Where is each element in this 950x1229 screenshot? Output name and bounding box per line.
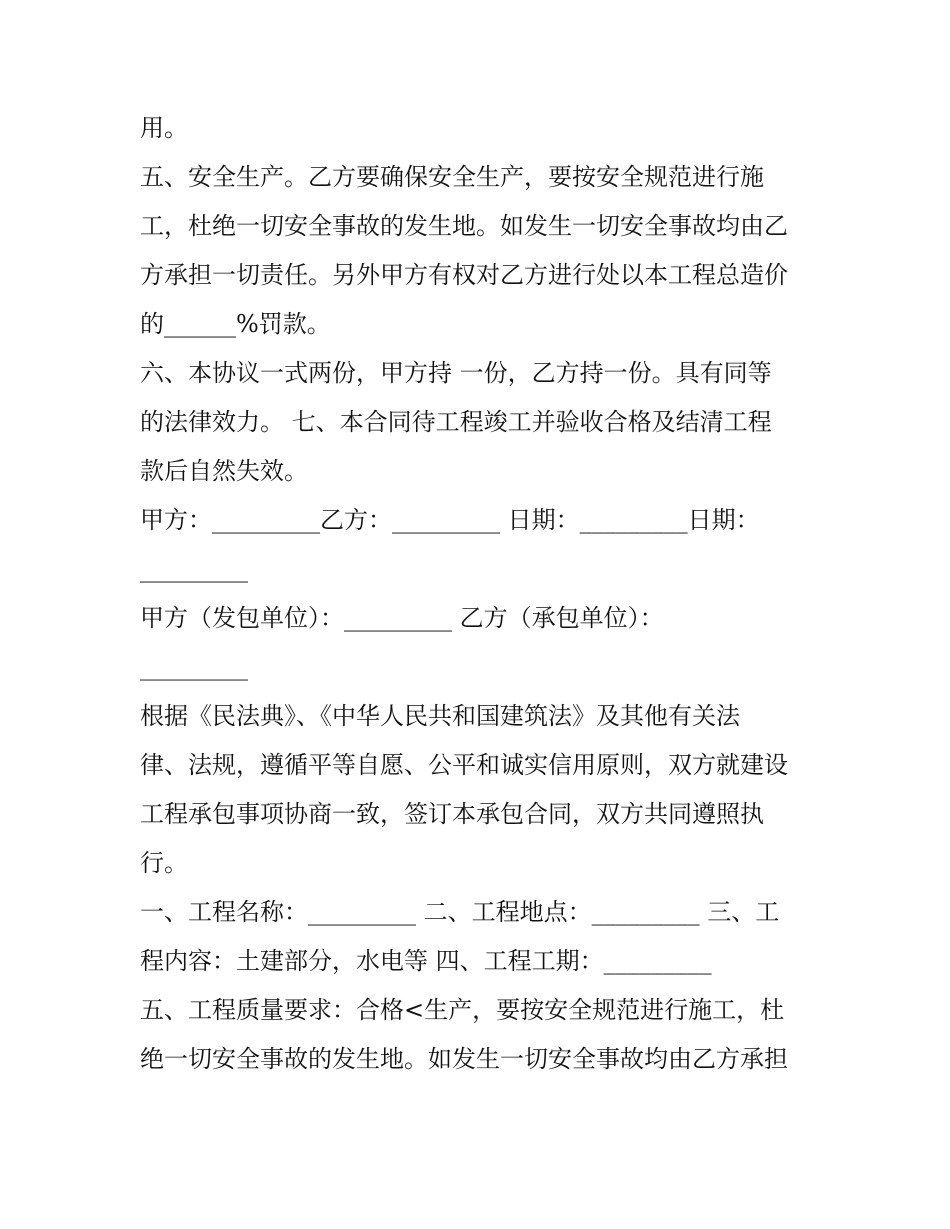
text-line: 五、工程质量要求：合格<生产，要按安全规范进行施工，杜: [140, 996, 785, 1024]
contract-body: [140, 104, 820, 1084]
text-line: 工程承包事项协商一致，签订本承包合同，双方共同遵照执: [140, 800, 764, 828]
text-line: 用。: [140, 114, 188, 142]
text-line: 绝一切安全事故的发生地。如发生一切安全事故均由乙方承担: [140, 1045, 788, 1073]
signature-line: _________: [140, 555, 248, 583]
text-line: 的______%罚款。: [140, 310, 331, 338]
text-line: 五、安全生产。乙方要确保安全生产，要按安全规范进行施: [140, 163, 764, 191]
signature-line: 甲方（发包单位）：_________ 乙方（承包单位）：: [140, 604, 664, 632]
text-line: 一、工程名称：_________ 二、工程地点：_________ 三、工: [140, 898, 780, 926]
signature-line: _________: [140, 653, 248, 681]
text-line: 根据《民法典》、《中华人民共和国建筑法》及其他有关法: [140, 702, 740, 730]
text-line: 工，杜绝一切安全事故的发生地。如发生一切安全事故均由乙: [140, 212, 788, 240]
text-line: 律、法规，遵循平等自愿、公平和诚实信用原则，双方就建设: [140, 751, 788, 779]
text-line: 行。: [140, 849, 188, 877]
text-line: 六、本协议一式两份，甲方持 一份，乙方持一份。具有同等: [140, 359, 772, 387]
text-line: 方承担一切责任。另外甲方有权对乙方进行处以本工程总造价: [140, 261, 788, 289]
text-line: 的法律效力。 七、本合同待工程竣工并验收合格及结清工程: [140, 408, 772, 436]
signature-line: 甲方：_________乙方：_________ 日期：_________日期：: [140, 506, 760, 534]
text-line: 程内容：土建部分，水电等 四、工程工期：_________: [140, 947, 712, 975]
text-line: 款后自然失效。: [140, 457, 308, 485]
